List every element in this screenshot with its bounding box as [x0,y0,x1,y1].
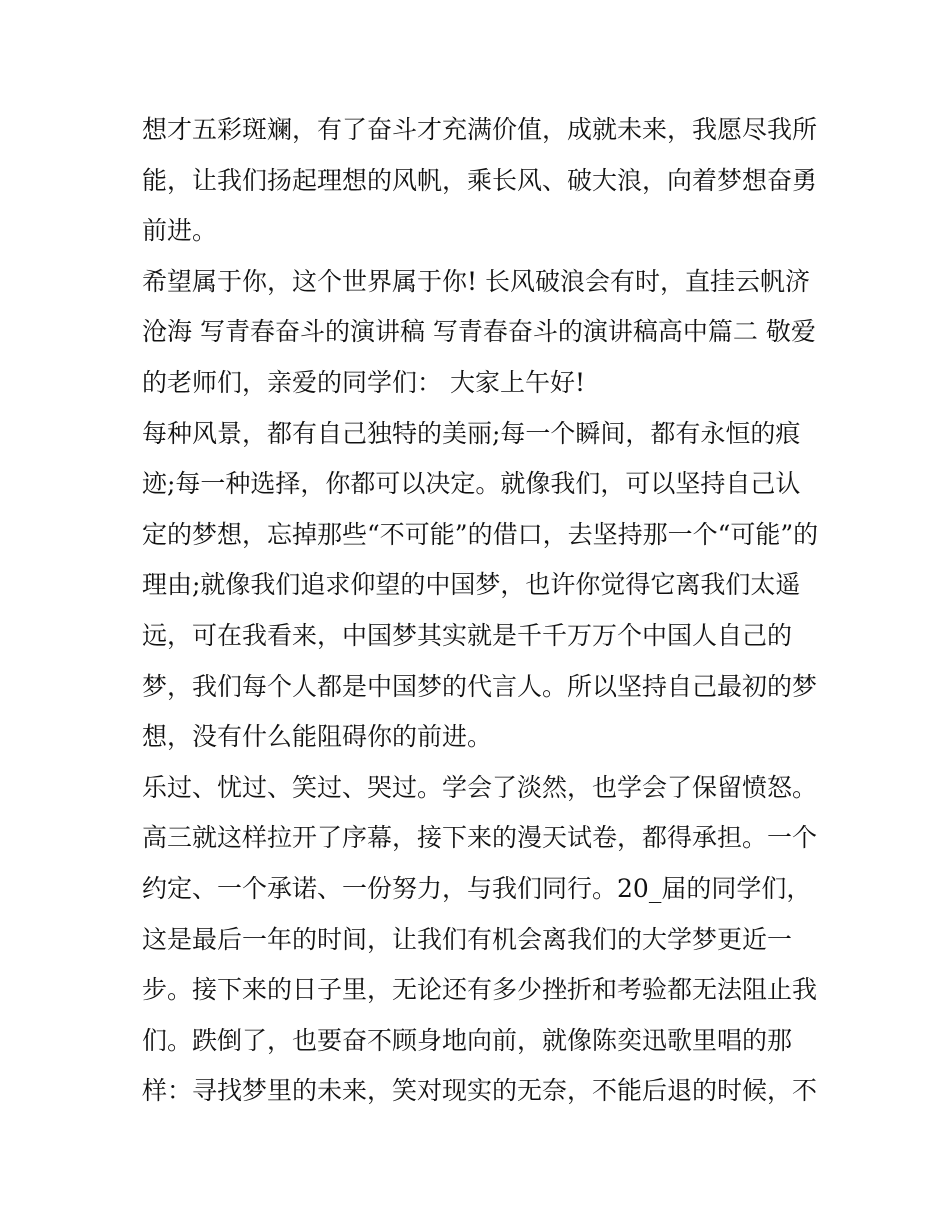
text-line: 远，可在我看来，中国梦其实就是千千万万个中国人自己的 [142,620,793,650]
text-line: 每种风景，都有自己独特的美丽;每一个瞬间，都有永恒的痕 [142,418,801,448]
text-line: 前进。 [142,216,218,246]
text-line: 步。接下来的日子里，无论还有多少挫折和考验都无法阻止我 [142,975,818,1005]
text-line: 理由;就像我们追求仰望的中国梦，也许你觉得它离我们太遥 [142,570,801,600]
text-line: 约定、一个承诺、一份努力，与我们同行。20_届的同学们， [142,873,812,903]
text-line: 想才五彩斑斓，有了奋斗才充满价值，成就未来，我愿尽我所 [142,115,818,144]
body-text [142,105,822,1117]
text-line: 梦，我们每个人都是中国梦的代言人。所以坚持自己最初的梦 [142,671,818,701]
text-line: 想，没有什么能阻碍你的前进。 [142,722,493,752]
text-line: 们。跌倒了，也要奋不顾身地向前，就像陈奕迅歌里唱的那 [142,1025,793,1055]
text-line: 这是最后一年的时间，让我们有机会离我们的大学梦更近一 [142,924,793,954]
text-line: 的老师们，亲爱的同学们： 大家上午好! [142,367,585,397]
text-line: 希望属于你，这个世界属于你! 长风破浪会有时，直挂云帆济 [142,266,810,296]
text-line: 高三就这样拉开了序幕，接下来的漫天试卷，都得承担。一个 [142,823,818,853]
text-line: 能，让我们扬起理想的风帆，乘长风、破大浪，向着梦想奋勇 [142,165,818,195]
text-line: 样：寻找梦里的未来，笑对现实的无奈，不能后退的时候，不 [142,1076,818,1106]
text-line: 乐过、忧过、笑过、哭过。学会了淡然，也学会了保留愤怒。 [142,772,818,802]
text-line: 定的梦想，忘掉那些“不可能”的借口，去坚持那一个“可能”的 [142,519,819,549]
text-line: 沧海 写青春奋斗的演讲稿 写青春奋斗的演讲稿高中篇二 敬爱 [142,317,816,347]
text-line: 迹;每一种选择，你都可以决定。就像我们，可以坚持自己认 [142,469,801,499]
